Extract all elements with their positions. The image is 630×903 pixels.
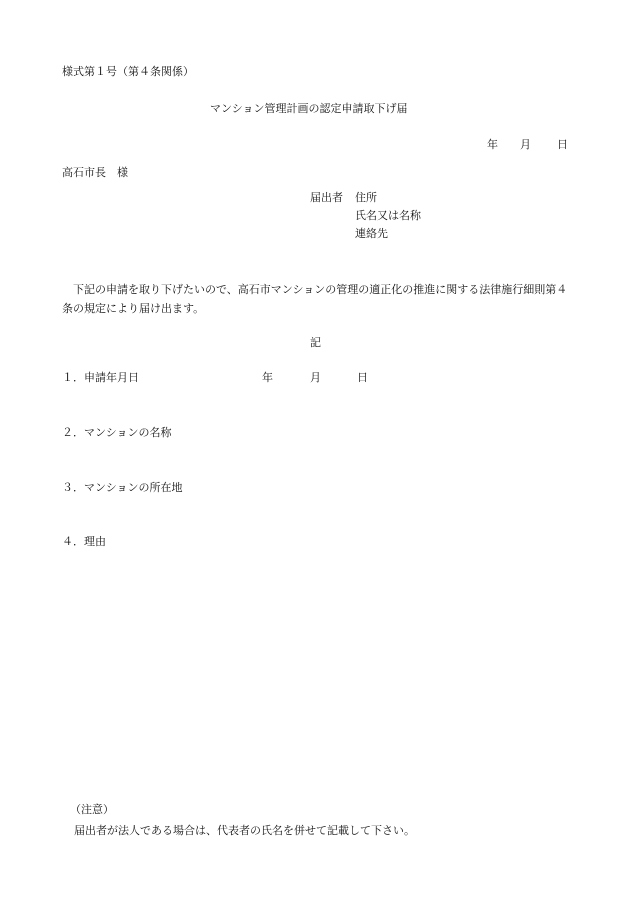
- note-heading: （注意）: [70, 803, 114, 816]
- date-month-label: 月: [520, 138, 531, 151]
- addressee: 高石市長 様: [62, 166, 128, 179]
- item-date-day-label: 日: [357, 371, 368, 384]
- item-date-year-label: 年: [262, 371, 273, 384]
- item-date-month-label: 月: [310, 371, 321, 384]
- item-application-date: １．申請年月日: [62, 371, 139, 384]
- form-number: 様式第１号（第４条関係）: [62, 65, 194, 78]
- note-text: 届出者が法人である場合は、代表者の氏名を併せて記載して下さい。: [74, 824, 415, 837]
- contact-field-label: 連絡先: [355, 227, 388, 240]
- document-title: マンション管理計画の認定申請取下げ届: [210, 102, 408, 115]
- applicant-label: 届出者: [310, 191, 343, 204]
- date-day-label: 日: [557, 138, 568, 151]
- item-mansion-location: ３．マンションの所在地: [62, 481, 183, 494]
- address-field-label: 住所: [355, 191, 377, 204]
- date-year-label: 年: [487, 138, 498, 151]
- ki-heading: 記: [310, 336, 321, 349]
- body-paragraph: 下記の申請を取り下げたいので、高石市マンションの管理の適正化の推進に関する法律施行細則第４条の規定により届け出ます。: [62, 283, 568, 315]
- item-reason: ４．理由: [62, 535, 106, 548]
- name-field-label: 氏名又は名称: [355, 209, 421, 222]
- item-mansion-name: ２．マンションの名称: [62, 426, 172, 439]
